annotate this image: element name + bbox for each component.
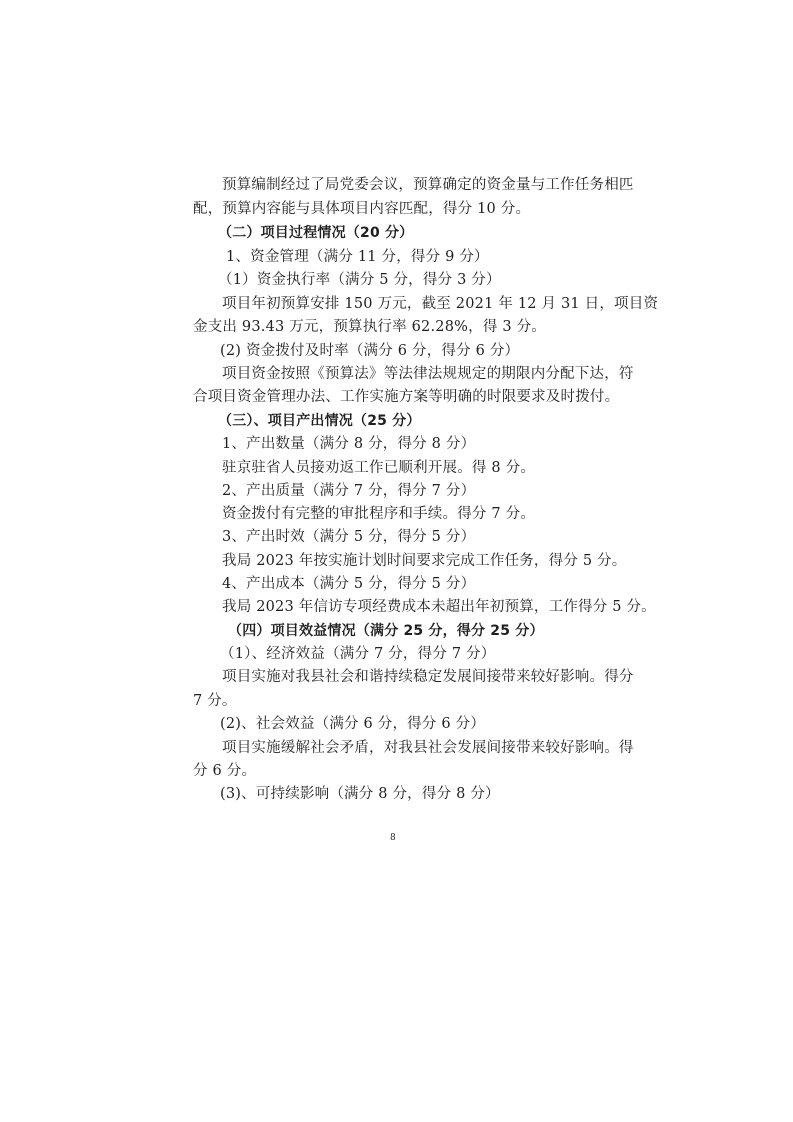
paragraph-line: 合项目资金管理办法、工作实施方案等明确的时限要求及时拨付。 xyxy=(193,389,620,405)
subsection-heading: 1、资金管理（满分 11 分，得分 9 分） xyxy=(226,249,489,265)
subsection-heading: （1）、经济效益（满分 7 分，得分 7 分） xyxy=(220,646,496,662)
paragraph-line: 预算编制经过了局党委会议，预算确定的资金量与工作任务相匹 xyxy=(222,177,634,193)
section-heading: （三）、项目产出情况（25 分） xyxy=(218,413,421,429)
paragraph-line: 金支出 93.43 万元，预算执行率 62.28%，得 3 分。 xyxy=(193,319,546,335)
paragraph-line: 分 6 分。 xyxy=(193,763,257,779)
paragraph-line: 配，预算内容能与具体项目内容匹配，得分 10 分。 xyxy=(193,201,531,217)
paragraph-line: 驻京驻省人员接劝返工作已顺利开展。得 8 分。 xyxy=(222,460,536,476)
paragraph-line: 资金拨付有完整的审批程序和手续。得分 7 分。 xyxy=(222,506,536,522)
subsection-heading: 2、产出质量（满分 7 分，得分 7 分） xyxy=(222,483,476,499)
paragraph-line: 项目实施对我县社会和谐持续稳定发展间接带来较好影响。得分 xyxy=(222,669,634,685)
subsection-heading: (2) 资金拨付及时率（满分 6 分，得分 6 分） xyxy=(220,343,520,359)
subsection-heading: 4、产出成本（满分 5 分，得分 5 分） xyxy=(222,576,476,592)
subsection-heading: (2)、社会效益（满分 6 分，得分 6 分） xyxy=(220,716,486,732)
paragraph-line: 项目实施缓解社会矛盾，对我县社会发展间接带来较好影响。得 xyxy=(222,740,634,756)
subsection-heading: (3)、可持续影响（满分 8 分，得分 8 分） xyxy=(220,786,500,802)
subsection-heading: 3、产出时效（满分 5 分，得分 5 分） xyxy=(222,529,476,545)
subsection-heading: 1、产出数量（满分 8 分，得分 8 分） xyxy=(222,436,476,452)
page-number: 8 xyxy=(390,833,396,843)
paragraph-line: 我局 2023 年信访专项经费成本未超出年初预算，工作得分 5 分。 xyxy=(222,599,656,615)
section-heading: （二）项目过程情况（20 分） xyxy=(218,225,414,241)
section-heading: （四）项目效益情况（满分 25 分，得分 25 分） xyxy=(228,623,544,639)
paragraph-line: 项目资金按照《预算法》等法律法规规定的期限内分配下达，符 xyxy=(222,366,634,382)
paragraph-line: 项目年初预算安排 150 万元，截至 2021 年 12 月 31 日，项目资 xyxy=(222,296,659,312)
paragraph-line: 我局 2023 年按实施计划时间要求完成工作任务，得分 5 分。 xyxy=(222,553,627,569)
subsection-heading: （1）资金执行率（满分 5 分，得分 3 分） xyxy=(218,272,501,288)
paragraph-line: 7 分。 xyxy=(193,693,237,709)
